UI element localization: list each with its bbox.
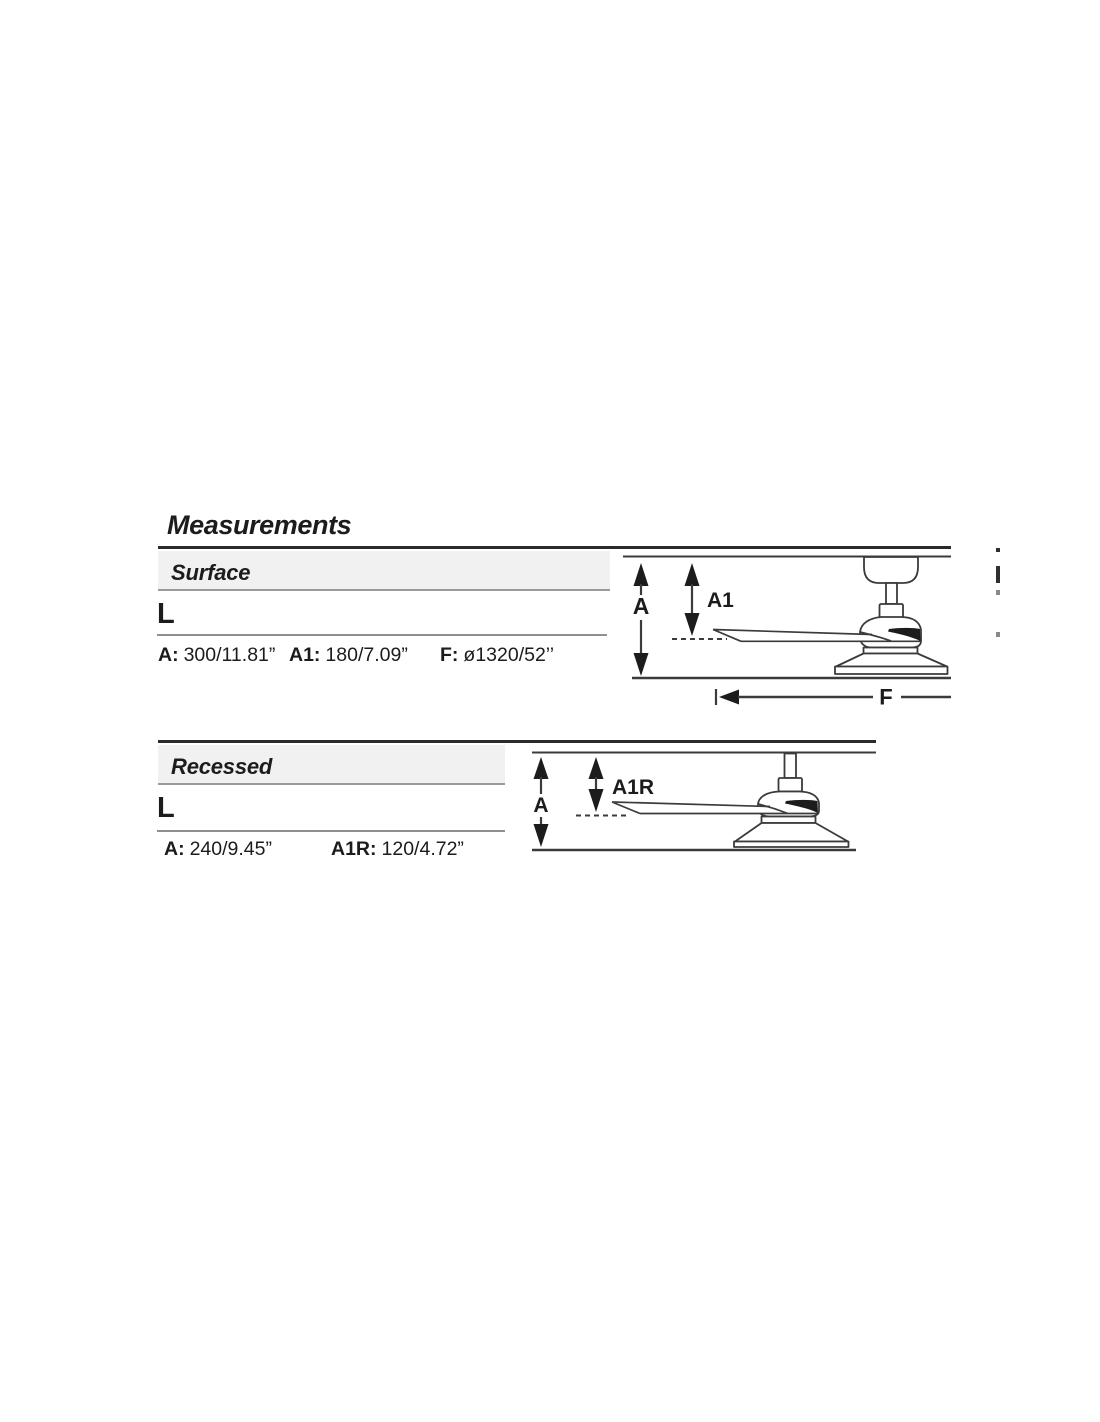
recessed-section-header [158, 745, 505, 785]
recessed-height-arrow [533, 757, 548, 847]
recessed-header-label: Recessed [171, 753, 273, 779]
fan-coupler [779, 778, 803, 792]
surface-drop-arrow [685, 563, 735, 636]
recessed-dim-a-label: A: [164, 838, 185, 860]
surface-diameter-arrow-label: F [879, 684, 893, 710]
surface-dim-a-label: A: [158, 644, 179, 666]
recessed-model-label: L [157, 792, 175, 824]
page-edge-artifact [996, 548, 1000, 552]
recessed-height-arrow-label: A [533, 794, 549, 817]
surface-section-header [158, 551, 610, 591]
fan-downrod [886, 583, 897, 604]
recessed-dim-a1r-value: 120/4.72” [381, 838, 464, 860]
fan-downrod [785, 754, 797, 779]
page-edge-artifact [996, 566, 1001, 583]
surface-drop-arrow-label: A1 [707, 589, 734, 612]
surface-fan-drawing [713, 557, 948, 674]
recessed-dim-a1r-label: A1R: [331, 838, 377, 860]
fan-light-rim [835, 667, 948, 675]
recessed-model-rule [157, 830, 505, 832]
surface-dim-f-label: F: [440, 644, 459, 666]
surface-dim-a1-label: A1: [289, 644, 321, 666]
recessed-drop-arrow-label: A1R [612, 776, 655, 799]
surface-model-label: L [157, 598, 175, 630]
recessed-dim-a-value: 240/9.45” [189, 838, 272, 860]
surface-dim-f-value: ø1320/52’’ [463, 644, 555, 666]
fan-coupler [880, 604, 904, 618]
surface-model-rule [157, 634, 607, 636]
fan-light-rim [734, 842, 849, 848]
recessed-diagram [500, 735, 890, 865]
surface-diameter-arrow [716, 685, 951, 710]
surface-dim-a1 [289, 644, 408, 667]
fan-canopy [864, 557, 918, 583]
fan-light-neck [762, 817, 816, 824]
fan-light-shade [735, 823, 848, 842]
surface-header-label: Surface [171, 559, 251, 585]
surface-dim-a [158, 644, 275, 667]
surface-dim-a1-value: 180/7.09” [325, 644, 408, 666]
page-title: Measurements [167, 510, 352, 540]
fan-light-shade [836, 654, 947, 667]
page-edge-artifact [996, 590, 1000, 595]
surface-height-arrow-label: A [632, 593, 650, 619]
surface-diagram [618, 540, 963, 712]
recessed-fan-drawing [612, 754, 849, 848]
surface-height-arrow [633, 563, 650, 676]
page-edge-artifact [996, 632, 1000, 637]
recessed-dim-a [164, 838, 272, 861]
recessed-dim-a1r [331, 838, 464, 861]
surface-dim-f [440, 644, 554, 667]
surface-dim-a-value: 300/11.81” [183, 644, 276, 666]
